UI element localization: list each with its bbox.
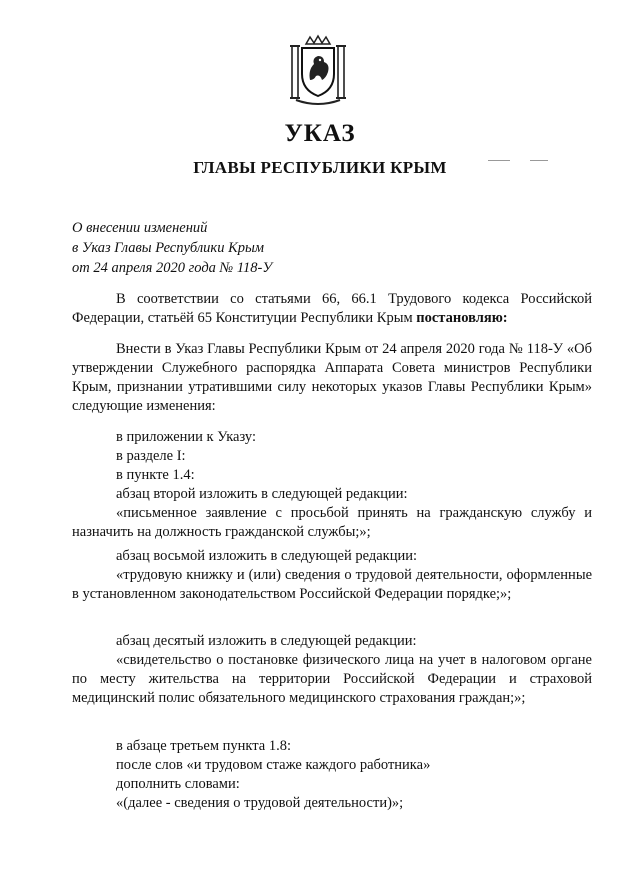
- intro-text: Внести в Указ Главы Республики Крым от 24 апреля 2020 года № 118-У «Об утверждении Служебного распорядка Аппарата Совета министров Республики Крым, признании утратившими силу некоторых указов Главы Республики Крым» следующие изменения:: [72, 341, 592, 414]
- changes-block-3: [72, 632, 592, 708]
- changes-block-2: [72, 547, 592, 604]
- document-subject: [72, 218, 372, 278]
- change-line: в пункте 1.4:: [116, 467, 195, 483]
- decree-word: постановляю:: [416, 310, 508, 326]
- changes-block-1: [72, 428, 592, 542]
- document-title: УКАЗ: [284, 120, 356, 147]
- change-line: абзац восьмой изложить в следующей редакции:: [116, 548, 418, 564]
- change-line: после слов «и трудовом стаже каждого работника»: [116, 757, 431, 773]
- scan-mark: [488, 160, 510, 161]
- preamble-paragraph: [72, 290, 592, 328]
- change-line: абзац второй изложить в следующей редакции:: [116, 486, 408, 502]
- preamble-text: В соответствии со статьями 66, 66.1 Трудового кодекса Российской Федерации, статьёй 65 Конституции Республики Крым: [72, 291, 592, 326]
- change-line: дополнить словами:: [116, 776, 240, 792]
- quoted-text: «свидетельство о постановке физического лица на учет в налоговом органе по месту жительства на территории Российской Федерации и страховой медицинский полис обязательного медицинского страхования граждан;»;: [72, 652, 592, 706]
- changes-block-4: [72, 737, 592, 813]
- document-subtitle: ГЛАВЫ РЕСПУБЛИКИ КРЫМ: [193, 158, 447, 177]
- change-line: абзац десятый изложить в следующей редакции:: [116, 633, 417, 649]
- quoted-text: «трудовую книжку и (или) сведения о трудовой деятельности, оформленные в установленном законодательством Российской Федерации порядке;»;: [72, 567, 592, 602]
- subject-line: О внесении изменений: [72, 220, 208, 236]
- subject-line: от 24 апреля 2020 года № 118-У: [72, 260, 273, 276]
- change-line: в приложении к Указу:: [116, 429, 256, 445]
- change-line: в разделе I:: [116, 448, 186, 464]
- quoted-text: «письменное заявление с просьбой принять на гражданскую службу и назначить на должность гражданской службы;»;: [72, 505, 592, 540]
- change-line: в абзаце третьем пункта 1.8:: [116, 738, 292, 754]
- scan-mark: [530, 160, 548, 161]
- subject-line: в Указ Главы Республики Крым: [72, 240, 265, 256]
- intro-paragraph: [72, 340, 592, 416]
- change-line: «(далее - сведения о трудовой деятельности)»;: [116, 795, 404, 811]
- crimea-coat-of-arms-icon: [286, 34, 350, 108]
